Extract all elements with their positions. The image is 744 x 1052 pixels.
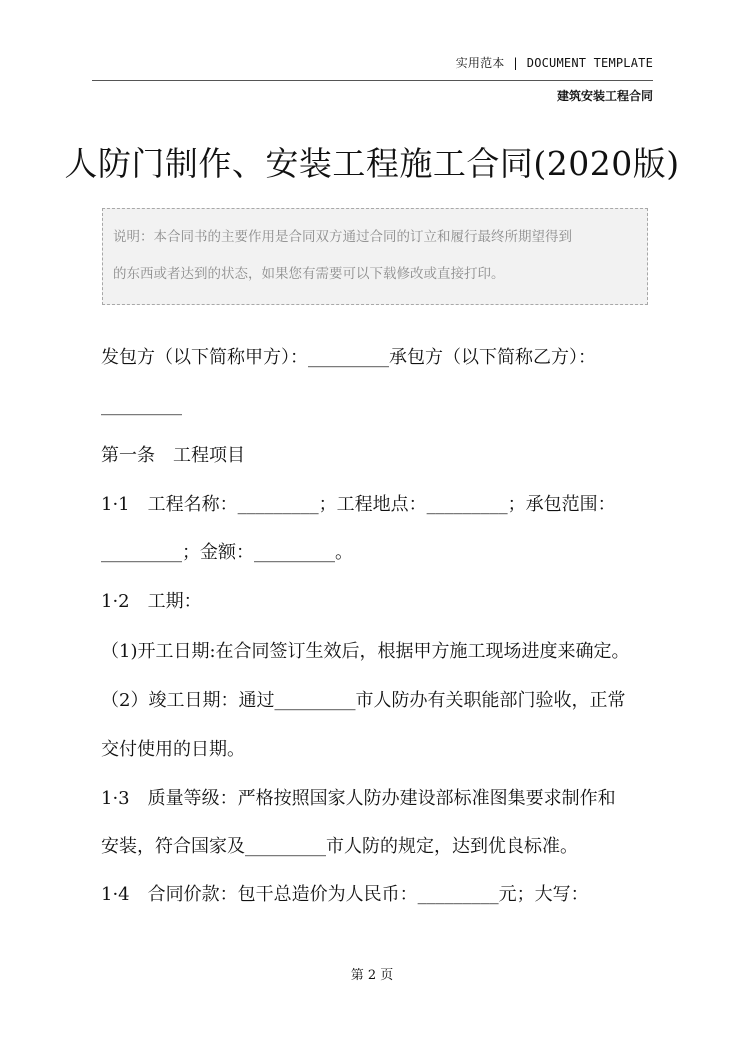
body-line-7: （1)开工日期:在合同签订生效后，根据甲方施工现场进度来确定。 xyxy=(101,641,630,662)
body-line-9: 交付使用的日期。 xyxy=(101,739,245,760)
body-line-4: 1·1 工程名称：_________；工程地点：_________；承包范围： xyxy=(101,494,616,515)
header-divider xyxy=(92,80,653,81)
page-number: 第 2 页 xyxy=(350,968,394,983)
body-line-1: 发包方（以下简称甲方）：_________承包方（以下简称乙方）： xyxy=(101,347,596,368)
body-line-5: _________；金额：_________。 xyxy=(101,542,353,563)
header-sub-text: 建筑安装工程合同 xyxy=(556,89,653,103)
body-line-12: 1·4 合同价款：包干总造价为人民币：_________元；大写： xyxy=(101,884,589,905)
body-line-10: 1·3 质量等级：严格按照国家人防办建设部标准图集要求制作和 xyxy=(101,788,616,809)
body-line-6: 1·2 工期： xyxy=(101,591,202,612)
section-heading: 第一条 工程项目 xyxy=(101,445,245,466)
body-line-8: （2）竣工日期：通过_________市人防办有关职能部门验收，正常 xyxy=(101,690,626,711)
notice-line-1: 说明：本合同书的主要作用是合同双方通过合同的订立和履行最终所期望得到 xyxy=(113,229,572,245)
notice-box xyxy=(102,208,648,305)
document-title: 人防门制作、安装工程施工合同(2020版) xyxy=(64,144,680,183)
notice-line-2: 的东西或者达到的状态，如果您有需要可以下载修改或直接打印。 xyxy=(113,266,505,282)
body-line-11: 安装，符合国家及_________市人防的规定，达到优良标准。 xyxy=(101,836,578,857)
body-line-2: _________ xyxy=(101,395,182,416)
header-top-text: 实用范本 | DOCUMENT TEMPLATE xyxy=(455,56,653,70)
